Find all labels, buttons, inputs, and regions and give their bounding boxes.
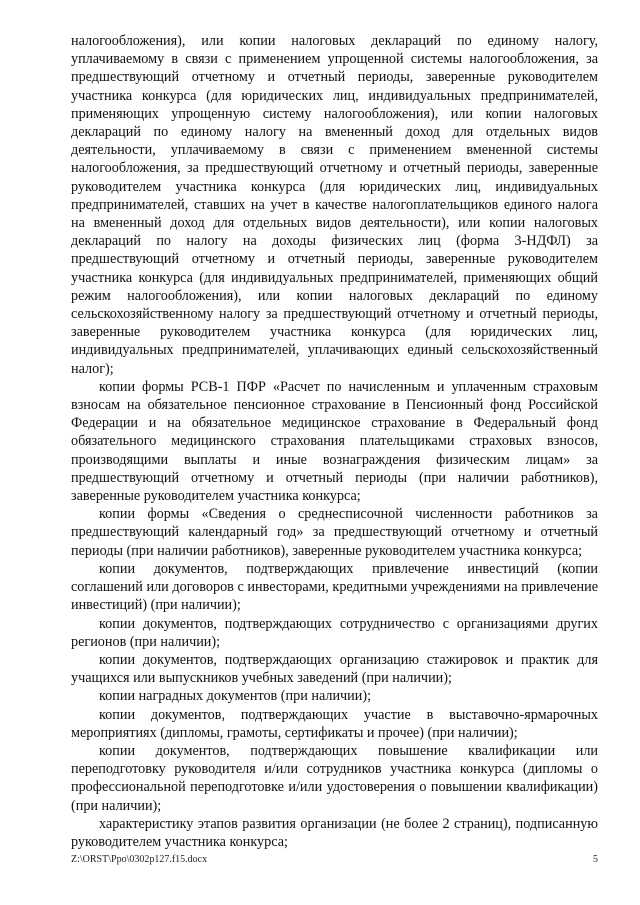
paragraph-cooperation-docs: копии документов, подтверждающих сотрудничество с организациями других регионов (при наличии); — [71, 615, 598, 650]
document-body — [71, 32, 598, 851]
paragraph-internship-docs: копии документов, подтверждающих организацию стажировок и практик для учащихся или выпускников учебных заведений (при наличии); — [71, 651, 598, 687]
paragraph-qualification-docs: копии документов, подтверждающих повышение квалификации или переподготовку руководителя и/или сотрудников участника конкурса (дипломы о профессиональной переподготовке и/или удостоверения о повышении квалификации) (при наличии); — [71, 742, 598, 814]
paragraph-exhibition-docs: копии документов, подтверждающих участие в выставочно-ярмарочных мероприятиях (дипломы, грамоты, сертификаты и прочее) (при наличии); — [71, 706, 598, 741]
paragraph-rsv1-form: копии формы РСВ-1 ПФР «Расчет по начисленным и уплаченным страховым взносам на обязательное пенсионное страхование в Пенсионный фонд Российской Федерации и на обязательное медицинское страхование в Федеральный фонд обязательного медицинского страхования плательщиками страховых взносов, производящими выплаты и иные вознаграждения физическим лицам» за предшествующий отчетному и отчетный периоды (при наличии работников), заверенные руководителем участника конкурса; — [71, 378, 598, 505]
paragraph-tax-declarations: налогообложения), или копии налоговых деклараций по единому налогу, уплачиваемому в связи с применением упрощенной системы налогообложения, за предшествующий отчетному и отчетный периоды, заверенные руководителем участника конкурса (для юридических лиц, индивидуальных предпринимателей, применяющих упрощенную систему налогообложения), или копии налоговых деклараций по единому налогу на вмененный доход для отдельных видов деятельности, уплачиваемому в связи с применением вмененной системы налогообложения, за предшествующий отчетному и отчетный периоды, заверенные руководителем участника конкурса (для юридических лиц, индивидуальных предпринимателей, ставших на учет в качестве налогоплательщиков единого налога на вмененный доход для отдельных видов деятельности), или копии налоговых деклараций по налогу на доходы физических лиц (форма 3-НДФЛ) за предшествующий отчетному и отчетный периоды, заверенные руководителем участника конкурса (для индивидуальных предпринимателей, применяющих общий режим налогообложения), или копии налоговых деклараций по единому сельскохозяйственному налогу за предшествующий отчетному и отчетный периоды, заверенные руководителем участника конкурса (для юридических лиц, индивидуальных предпринимателей, уплачивающих единый сельскохозяйственный налог); — [71, 33, 598, 377]
footer-file-path: Z:\ORST\Ppo\0302p127.f15.docx — [71, 854, 208, 865]
paragraph-award-docs: копии наградных документов (при наличии); — [99, 688, 372, 705]
paragraph-headcount-form: копии формы «Сведения о среднесписочной численности работников за предшествующий календарный год» за предшествующий отчетному и отчетный периоды (при наличии работников), заверенные руководителем участника конкурса; — [71, 506, 598, 559]
paragraph-investment-docs: копии документов, подтверждающих привлечение инвестиций (копии соглашений или договоров с инвесторами, кредитными учреждениями на привлечение инвестиций) (при наличии); — [71, 560, 598, 614]
paragraph-development-stages: характеристику этапов развития организации (не более 2 страниц), подписанную руководителем участника конкурса; — [71, 815, 598, 850]
footer-page-number: 5 — [593, 854, 598, 865]
